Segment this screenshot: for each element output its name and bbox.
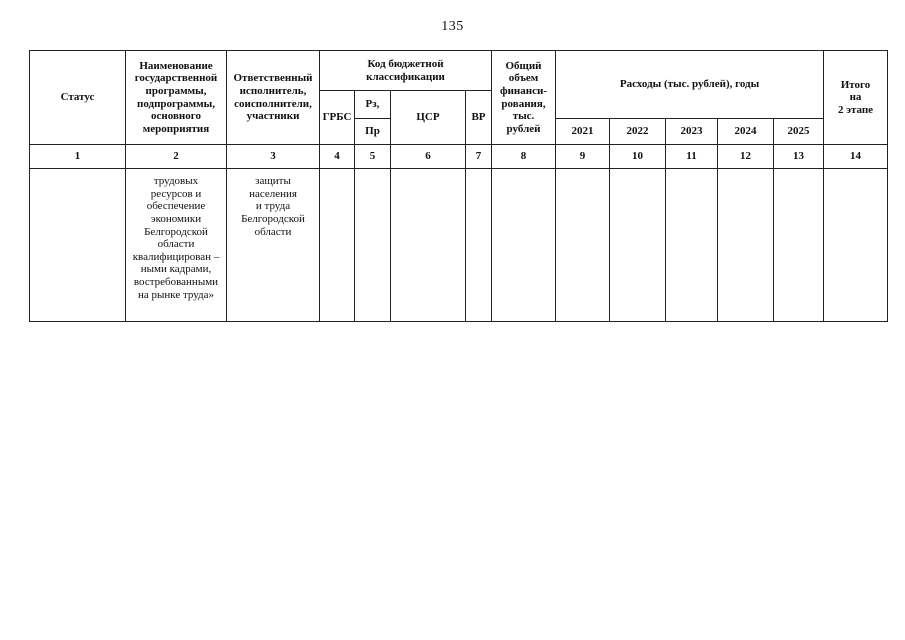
header-year-2021: 2021 xyxy=(556,119,610,145)
header-year-2024: 2024 xyxy=(718,119,774,145)
header-status: Статус xyxy=(30,51,126,145)
column-number: 14 xyxy=(824,145,888,169)
cell-2022 xyxy=(610,169,666,322)
header-year-2022: 2022 xyxy=(610,119,666,145)
column-number: 3 xyxy=(227,145,320,169)
header-executor: Ответственный исполнитель, соисполнители, участники xyxy=(227,51,320,145)
cell-vr xyxy=(466,169,492,322)
cell-2024 xyxy=(718,169,774,322)
budget-table xyxy=(29,50,888,322)
cell-program-name: трудовых ресурсов и обеспечение экономики Белгородской области квалифицирован – ными кадрами, востребованными на рынке труда» xyxy=(126,169,227,322)
cell-rz-pr xyxy=(355,169,391,322)
header-stage-total: Итого на 2 этапе xyxy=(824,51,888,145)
cell-2025 xyxy=(774,169,824,322)
table-row xyxy=(30,169,888,322)
column-number: 1 xyxy=(30,145,126,169)
header-program-name: Наименование государственной программы, подпрограммы, основного мероприятия xyxy=(126,51,227,145)
column-number-row xyxy=(30,145,888,169)
header-year-2023: 2023 xyxy=(666,119,718,145)
column-number: 6 xyxy=(391,145,466,169)
header-rz: Рз, xyxy=(355,91,391,119)
header-csr: ЦСР xyxy=(391,91,466,145)
column-number: 9 xyxy=(556,145,610,169)
column-number: 5 xyxy=(355,145,391,169)
page-number: 135 xyxy=(441,19,464,34)
column-number: 2 xyxy=(126,145,227,169)
column-number: 12 xyxy=(718,145,774,169)
cell-executor: защиты населения и труда Белгородской области xyxy=(227,169,320,322)
header-pr: Пр xyxy=(355,119,391,145)
cell-2021 xyxy=(556,169,610,322)
header-year-2025: 2025 xyxy=(774,119,824,145)
column-number: 13 xyxy=(774,145,824,169)
column-number: 8 xyxy=(492,145,556,169)
cell-status xyxy=(30,169,126,322)
column-number: 10 xyxy=(610,145,666,169)
header-expenses: Расходы (тыс. рублей), годы xyxy=(556,51,824,119)
cell-grbs xyxy=(320,169,355,322)
cell-total xyxy=(492,169,556,322)
column-number: 11 xyxy=(666,145,718,169)
header-total-financing: Общий объем финанси- рования, тыс. рублей xyxy=(492,51,556,145)
cell-2023 xyxy=(666,169,718,322)
header-vr: ВР xyxy=(466,91,492,145)
column-number: 4 xyxy=(320,145,355,169)
column-number: 7 xyxy=(466,145,492,169)
cell-csr xyxy=(391,169,466,322)
header-grbs: ГРБС xyxy=(320,91,355,145)
cell-stage-total xyxy=(824,169,888,322)
header-budget-code: Код бюджетной классификации xyxy=(320,51,492,91)
